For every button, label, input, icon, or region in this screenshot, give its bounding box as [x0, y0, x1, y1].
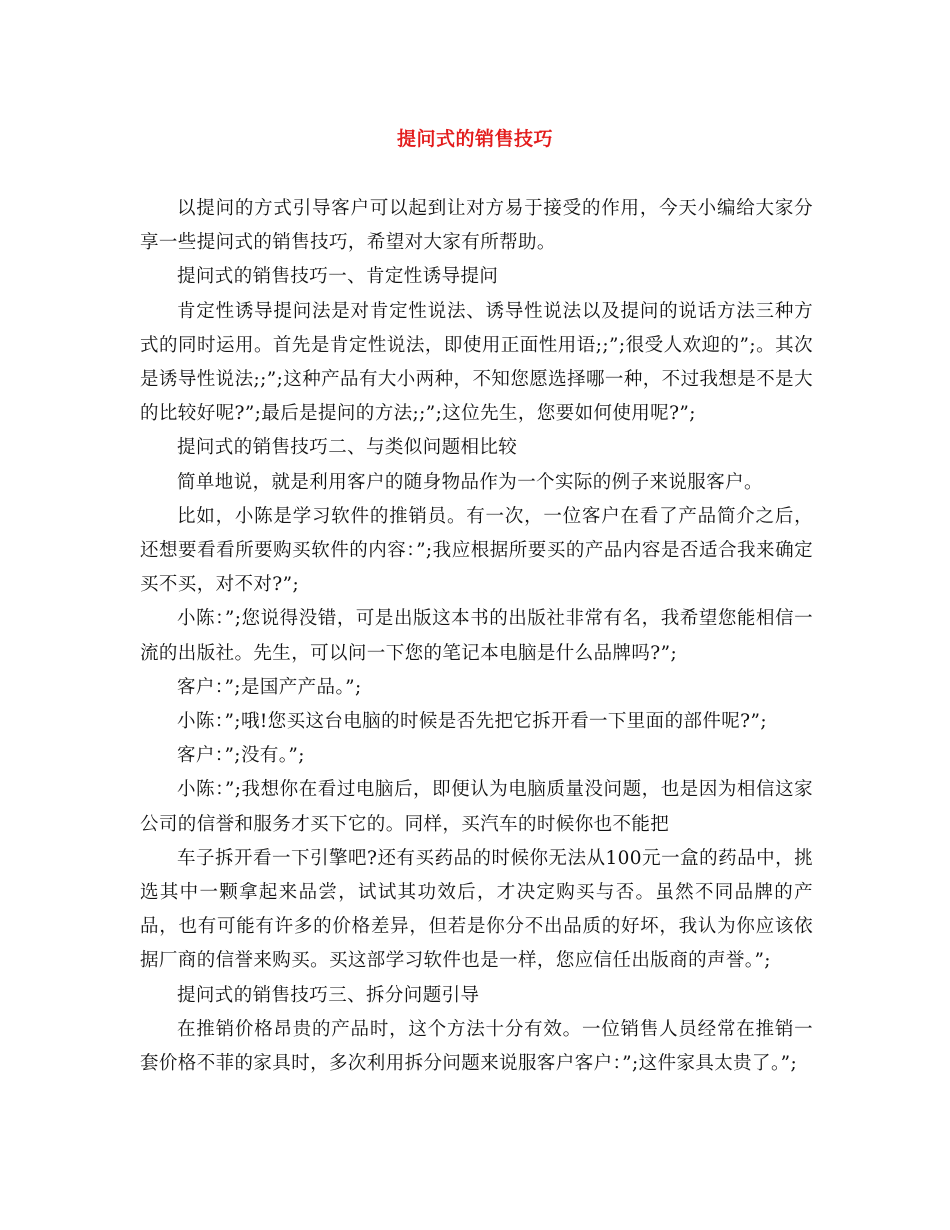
section-heading-3: 提问式的销售技巧三、拆分问题引导 — [177, 984, 480, 1006]
paragraph: 在推销价格昂贵的产品时，这个方法十分有效。一位销售人员经常在推销一套价格不菲的家具时，多次利用拆分问题来说服客户客户：”;这件家具太贵了。”; — [140, 1018, 813, 1075]
dialogue-line: 小陈：”;哦!您买这台电脑的时候是否先把它拆开看一下里面的部件呢?”; — [177, 711, 767, 733]
document-body — [140, 192, 813, 1081]
paragraph: 比如，小陈是学习软件的推销员。有一次，一位客户在看了产品简介之后，还想要看看所要购买软件的内容：”;我应根据所要买的产品内容是否适合我来确定买不买，对不对?”; — [140, 505, 813, 596]
paragraph: 肯定性诱导提问法是对肯定性说法、诱导性说法以及提问的说话方法三种方式的同时运用。首先是肯定性说法，即使用正面性用语;;”;很受人欢迎的”;。其次是诱导性说法;;”;这种产品有大小两种，不知您愿选择哪一种，不过我想是不是大的比较好呢?”;最后是提问的方法;;”;这位先生，您要如何使用呢?”; — [140, 300, 813, 425]
dialogue-line: 客户：”;是国产产品。”; — [177, 676, 362, 698]
dialogue-line: 客户：”;没有。”; — [177, 745, 305, 767]
paragraph-intro: 以提问的方式引导客户可以起到让对方易于接受的作用，今天小编给大家分享一些提问式的销售技巧，希望对大家有所帮助。 — [140, 198, 813, 254]
dialogue-line: 小陈：”;您说得没错，可是出版这本书的出版社非常有名，我希望您能相信一流的出版社。先生，可以问一下您的笔记本电脑是什么品牌吗?”; — [140, 608, 813, 664]
paragraph: 车子拆开看一下引擎吧?还有买药品的时候你无法从100元一盒的药品中，挑选其中一颗拿起来品尝，试试其功效后，才决定购买与否。虽然不同品牌的产品，也有可能有许多的价格差异，但若是你分不出品质的好坏，我认为你应该依据厂商的信誉来购买。买这部学习软件也是一样，您应信任出版商的声誉。”; — [140, 847, 813, 972]
dialogue-line: 小陈：”;我想你在看过电脑后，即便认为电脑质量没问题，也是因为相信这家公司的信誉和服务才买下它的。同样，买汽车的时候你也不能把 — [140, 779, 813, 835]
document-title: 提问式的销售技巧 — [396, 128, 553, 150]
paragraph: 简单地说，就是利用客户的随身物品作为一个实际的例子来说服客户。 — [177, 471, 763, 493]
section-heading-1: 提问式的销售技巧一、肯定性诱导提问 — [177, 266, 499, 288]
section-heading-2: 提问式的销售技巧二、与类似问题相比较 — [177, 437, 518, 459]
